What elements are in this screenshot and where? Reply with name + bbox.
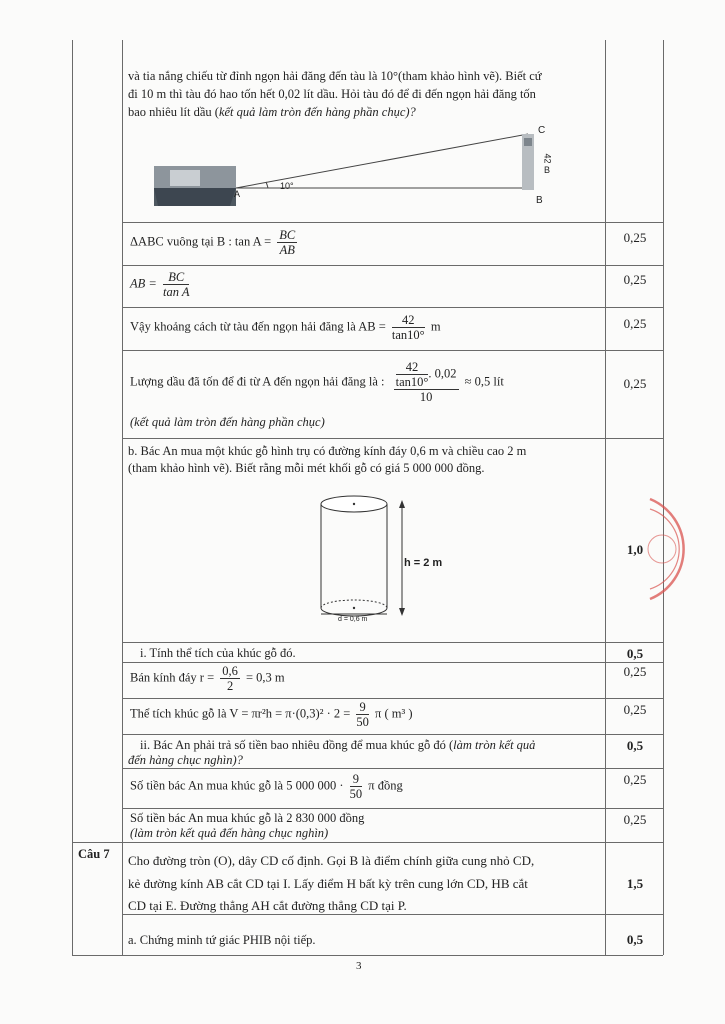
red-seal-stamp <box>640 495 710 603</box>
score-cell: 0,25 <box>623 230 647 245</box>
row-divider <box>122 265 663 266</box>
score-cell: 1,0 <box>626 542 644 557</box>
score-cell: 0,25 <box>623 376 647 391</box>
diameter-label: d = 0,6 m <box>338 616 368 623</box>
fraction: $\frac{9}{50}$ <box>349 772 363 801</box>
label-b-small: B <box>544 165 551 175</box>
question-text: Cho đường tròn (O), dây CD cố định. Gọi B là điểm chính giữa cung nhỏ CD, <box>128 853 535 868</box>
row-divider <box>122 438 663 439</box>
height-label: h = 2 m <box>404 557 443 569</box>
fraction: $\frac{9}{50}$ <box>356 700 369 729</box>
score-cell: 0,25 <box>623 772 647 787</box>
question-part-a: a. Chứng minh tứ giác PHIB nội tiếp. <box>128 933 316 947</box>
label-a: A <box>234 189 241 199</box>
score-cell: 0,25 <box>623 812 647 827</box>
row-divider <box>122 808 663 809</box>
fraction: $\frac{BC}{\text{tan A}}$ <box>162 270 190 299</box>
table-border-left <box>72 40 73 955</box>
final-answer: Số tiền bác An mua khúc gỗ là 2 830 000 đồng <box>130 811 365 825</box>
score-cell: 0,25 <box>623 702 647 717</box>
part-b-text: (tham khảo hình vẽ). Biết rằng mỗi mét khối gỗ có giá 5 000 000 đồng. <box>128 461 485 475</box>
radius-step: Bán kính đáy r = $\frac{0,6}{2}$ = 0,3 m <box>130 664 285 693</box>
row-divider <box>122 350 663 351</box>
score-cell: 0,25 <box>623 272 647 287</box>
row-divider <box>122 642 663 643</box>
cost-step: Số tiền bác An mua khúc gỗ là 5 000 000 · $\frac{9}{50}$ π đồng <box>130 772 403 801</box>
solution-step-3: Vậy khoảng cách từ tàu đến ngọn hải đăng là AB = $\frac{42}{\tan 10^\circ}$ m <box>130 313 441 342</box>
problem-text: và tia nắng chiếu từ đỉnh ngọn hải đăng đến tàu là 10°(tham khảo hình vẽ). Biết cứ <box>128 69 542 83</box>
final-note: (làm tròn kết quả đến hàng chục nghìn) <box>130 826 329 840</box>
row-divider <box>122 662 663 663</box>
label-angle: 10° <box>280 181 294 191</box>
score-cell: 0,5 <box>626 738 644 753</box>
problem-text: bao nhiêu lít dầu (kết quả làm tròn đến hàng phần chục)? <box>128 105 416 119</box>
score-cell: 0,25 <box>623 316 647 331</box>
fraction: $\frac{BC}{AB}$ <box>279 228 296 257</box>
fraction: $\frac{42}{\tan 10^\circ}$ <box>391 313 425 342</box>
score-cell: 0,25 <box>623 664 647 679</box>
row-divider <box>122 734 663 735</box>
score-cell: 0,5 <box>626 932 644 947</box>
score-cell: 1,5 <box>626 876 644 891</box>
row-divider <box>122 307 663 308</box>
label-b: B <box>536 195 543 206</box>
sub-question-ii: ii. Bác An phải trả số tiền bao nhiêu đồng để mua khúc gỗ đó (làm tròn kết quả <box>140 738 536 752</box>
question-text: CD tại E. Đường thẳng AH cắt đường thẳng CD tại P. <box>128 898 407 913</box>
row-divider <box>122 698 663 699</box>
row-divider <box>122 914 663 915</box>
volume-step: Thể tích khúc gỗ là V = πr²h = π·(0,3)² · 2 = $\frac{9}{50}$ π ( m³ ) <box>130 700 413 729</box>
score-cell: 0,5 <box>626 646 644 661</box>
fraction: $\frac{42}{\tan 10^\circ}$ . 0,02 10 <box>395 360 457 404</box>
fraction: $\frac{0,6}{2}$ <box>222 664 238 693</box>
solution-step-4: Lượng dầu đã tốn để đi từ A đến ngọn hải đăng là : $\frac{42}{\tan 10^\circ}$ . 0,02 10 ≈ 0,5 lít <box>130 360 504 404</box>
question-label: Câu 7 <box>78 847 110 861</box>
solution-step-1: ΔABC vuông tại B : tan A = $\frac{BC}{AB}$ <box>130 228 296 257</box>
solution-step-2: AB = $\frac{BC}{\text{tan A}}$ <box>130 270 190 299</box>
label-c: C <box>538 125 546 136</box>
row-divider <box>122 222 663 223</box>
question-text: kẻ đường kính AB cắt CD tại I. Lấy điểm H bất kỳ trên cung lớn CD, HB cắt <box>128 876 528 891</box>
label-height-42: 42 <box>542 153 553 164</box>
table-border-col <box>122 40 123 955</box>
sub-question-ii: đến hàng chục nghìn)? <box>128 753 243 767</box>
lighthouse-figure <box>150 118 570 208</box>
rounding-note: (kết quả làm tròn đến hàng phần chục) <box>130 415 325 429</box>
part-b-text: b. Bác An mua một khúc gỗ hình trụ có đường kính đáy 0,6 m và chiều cao 2 m <box>128 444 527 458</box>
row-divider <box>72 842 663 843</box>
sub-question-i: i. Tính thể tích của khúc gỗ đó. <box>140 646 296 660</box>
problem-text: đi 10 m thì tàu đó hao tốn hết 0,02 lít dầu. Hỏi tàu đó để đi đến ngọn hải đăng tốn <box>128 87 536 101</box>
page-number: 3 <box>356 960 362 972</box>
table-border-bottom <box>72 955 663 956</box>
